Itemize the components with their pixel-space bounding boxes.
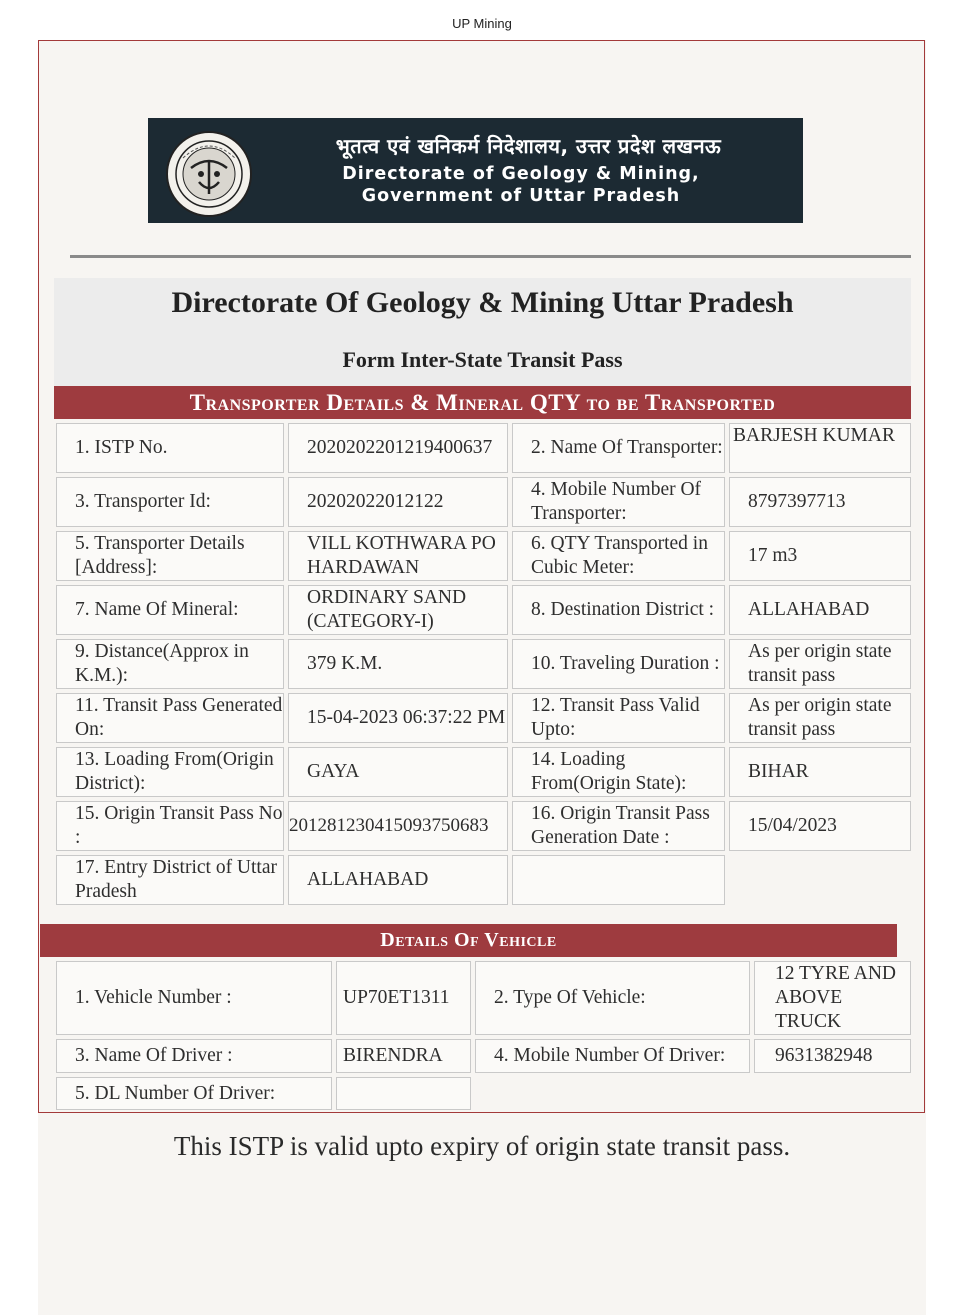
label-transporter-name: 2. Name Of Transporter:: [512, 423, 725, 473]
banner-english-line-2: Government of Uttar Pradesh: [361, 186, 681, 206]
form-heading-box: [54, 278, 911, 386]
label-qty-transported: 6. QTY Transported in Cubic Meter:: [512, 531, 725, 581]
label-transporter-mobile: 4. Mobile Number Of Transporter:: [512, 477, 725, 527]
divider: [70, 255, 911, 258]
label-transporter-address: 5. Transporter Details [Address]:: [56, 531, 284, 581]
label-pass-valid-upto: 12. Transit Pass Valid Upto:: [512, 693, 725, 743]
value-transporter-id: 20202022012122: [288, 477, 508, 527]
value-driver-dl-number: [336, 1077, 471, 1110]
label-vehicle-type: 2. Type Of Vehicle:: [475, 961, 750, 1035]
empty-cell: [512, 855, 725, 905]
value-distance: 379 K.M.: [288, 639, 508, 689]
label-mineral-name: 7. Name Of Mineral:: [56, 585, 284, 635]
value-mineral-name: ORDINARY SAND (CATEGORY-I): [288, 585, 508, 635]
value-origin-state: BIHAR: [729, 747, 911, 797]
label-pass-generated-on: 11. Transit Pass Generated On:: [56, 693, 284, 743]
label-origin-pass-date: 16. Origin Transit Pass Generation Date :: [512, 801, 725, 851]
value-pass-valid-upto: As per origin state transit pass: [729, 693, 911, 743]
value-istp-no: 2020202201219400637: [288, 423, 508, 473]
label-driver-mobile: 4. Mobile Number Of Driver:: [475, 1039, 750, 1073]
label-traveling-duration: 10. Traveling Duration :: [512, 639, 725, 689]
label-distance: 9. Distance(Approx in K.M.):: [56, 639, 284, 689]
value-qty-transported: 17 m3: [729, 531, 911, 581]
value-pass-generated-on: 15-04-2023 06:37:22 PM: [288, 693, 508, 743]
value-origin-pass-no: 201281230415093750683: [288, 801, 508, 851]
label-origin-pass-no: 15. Origin Transit Pass No :: [56, 801, 284, 851]
label-origin-state: 14. Loading From(Origin State):: [512, 747, 725, 797]
value-driver-mobile: 9631382948: [754, 1039, 911, 1073]
value-transporter-mobile: 8797397713: [729, 477, 911, 527]
value-vehicle-number: UP70ET1311: [336, 961, 471, 1035]
value-origin-pass-date: 15/04/2023: [729, 801, 911, 851]
label-driver-dl-number: 5. DL Number Of Driver:: [56, 1077, 332, 1110]
up-government-seal-icon: [165, 130, 253, 218]
department-banner: [148, 118, 803, 223]
label-vehicle-number: 1. Vehicle Number :: [56, 961, 332, 1035]
label-origin-district: 13. Loading From(Origin District):: [56, 747, 284, 797]
label-driver-name: 3. Name Of Driver :: [56, 1039, 332, 1073]
value-vehicle-type: 12 TYRE AND ABOVE TRUCK: [754, 961, 911, 1035]
label-istp-no: 1. ISTP No.: [56, 423, 284, 473]
value-transporter-address: VILL KOTHWARA PO HARDAWAN: [288, 531, 508, 581]
form-subtitle: Form Inter-State Transit Pass: [342, 347, 623, 372]
label-transporter-id: 3. Transporter Id:: [56, 477, 284, 527]
page-title: Directorate Of Geology & Mining Uttar Pradesh: [171, 286, 794, 319]
label-destination-district: 8. Destination District :: [512, 585, 725, 635]
banner-english-line-1: Directorate of Geology & Mining,: [342, 164, 700, 184]
vehicle-section-heading: Details Of Vehicle: [40, 924, 897, 957]
transporter-section-heading: Transporter Details & Mineral QTY to be Transported: [54, 386, 911, 419]
value-destination-district: ALLAHABAD: [729, 585, 911, 635]
value-entry-district: ALLAHABAD: [288, 855, 508, 905]
validity-note: This ISTP is valid upto expiry of origin state transit pass.: [173, 1131, 791, 1161]
value-driver-name: BIRENDRA: [336, 1039, 471, 1073]
value-transporter-name: BARJESH KUMAR: [729, 423, 911, 473]
value-traveling-duration: As per origin state transit pass: [729, 639, 911, 689]
banner-hindi-title: भूतत्व एवं खनिकर्म निदेशालय, उत्तर प्रदेश लखनऊ: [335, 134, 722, 158]
page-header-title: UP Mining: [452, 16, 512, 31]
value-origin-district: GAYA: [288, 747, 508, 797]
label-entry-district: 17. Entry District of Uttar Pradesh: [56, 855, 284, 905]
